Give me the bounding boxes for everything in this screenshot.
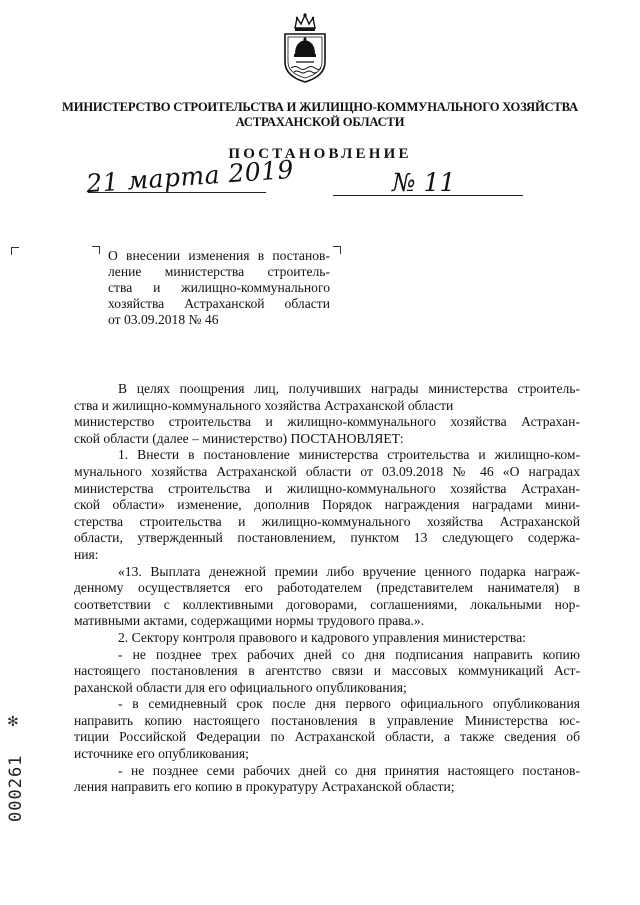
body-line: ской области» изменение, дополнив Порядок награждения наградами мини- — [74, 497, 580, 513]
body-line: денному осуществляется его работодателем (представителем нанимателя) в — [74, 580, 580, 596]
ministry-name — [40, 100, 600, 130]
subject-line: от 03.09.2018 № 46 — [108, 312, 219, 327]
body-line: мативными актами, содержащими нормы трудового права.». — [74, 613, 425, 629]
subject-line: О внесении изменения в постанов- — [108, 248, 330, 263]
body-line: «13. Выплата денежной премии либо вручение ценного подарка награж- — [118, 563, 580, 579]
body-line: министерство строительства и жилищно-коммунального хозяйства Астрахан- — [74, 414, 580, 430]
body-line: 1. Внести в постановление министерства строительства и жилищно-ком- — [118, 447, 580, 463]
document-type-title: ПОСТАНОВЛЕНИЕ — [228, 146, 412, 162]
document-body — [74, 381, 580, 796]
body-line: ской области (далее – министерство) ПОСТАНОВЛЯЕТ: — [74, 430, 404, 446]
body-line: источнике его опубликования; — [74, 746, 249, 762]
ministry-name-line-1: МИНИСТЕРСТВО СТРОИТЕЛЬСТВА И ЖИЛИЩНО-КОММУНАЛЬНОГО ХОЗЯЙСТВА — [62, 100, 578, 114]
margin-asterisk: ✻ — [7, 715, 19, 730]
body-line: - не позднее семи рабочих дней со дня принятия настоящего постанов- — [118, 762, 580, 778]
body-line: стерства строительства и жилищно-коммунального хозяйства Астраханской — [74, 513, 580, 529]
body-line: ния: — [74, 546, 99, 562]
body-line: 2. Сектору контроля правового и кадрового управления министерства: — [118, 629, 526, 645]
margin-stamp-number: 000261 — [6, 754, 26, 822]
handwritten-date: 21 марта 2019 — [85, 154, 295, 199]
body-line: области, утвержденный постановлением, пунктом 13 следующего содержа- — [74, 530, 580, 546]
body-line: министерства строительства и жилищно-коммунального хозяйства Астрахан- — [74, 480, 580, 496]
corner-mark-left — [11, 247, 19, 255]
body-line: направить копию настоящего постановления в управление Министерства юс- — [74, 712, 580, 728]
body-line: тиции Российской Федерации по Астраханской области, а также сведения об — [74, 729, 580, 745]
handwritten-number: № 11 — [392, 168, 456, 197]
astrakhan-coat-of-arms-icon — [281, 12, 329, 84]
body-line: ства и жилищно-коммунального хозяйства Астраханской области — [74, 397, 454, 413]
body-line: - не позднее трех рабочих дней со дня подписания направить копию — [118, 646, 580, 662]
body-line: ления направить его копию в прокуратуру Астраханской области; — [74, 779, 455, 795]
body-line: раханской области для его официального опубликования; — [74, 679, 407, 695]
date-underline — [88, 192, 266, 193]
corner-mark-subject-end — [333, 246, 341, 254]
ministry-name-line-2: АСТРАХАНСКОЙ ОБЛАСТИ — [235, 115, 405, 129]
body-line: настоящего постановления в агентство связи и массовых коммуникаций Аст- — [74, 663, 580, 679]
document-subject — [108, 248, 330, 328]
subject-line: хозяйства Астраханской области — [108, 296, 330, 311]
subject-line: ства и жилищно-коммунального — [108, 280, 330, 295]
body-line: В целях поощрения лиц, получивших награды министерства строитель- — [118, 381, 580, 396]
corner-mark-subject-start — [92, 246, 100, 254]
body-line: - в семидневный срок после дня первого официального опубликования — [118, 696, 580, 712]
subject-line: ление министерства строитель- — [108, 264, 330, 279]
body-line: соответствии с коллективными договорами, соглашениями, локальными нор- — [74, 596, 580, 612]
number-underline — [333, 195, 523, 196]
body-line: мунального хозяйства Астраханской области от 03.09.2018 № 46 «О наградах — [74, 463, 580, 479]
